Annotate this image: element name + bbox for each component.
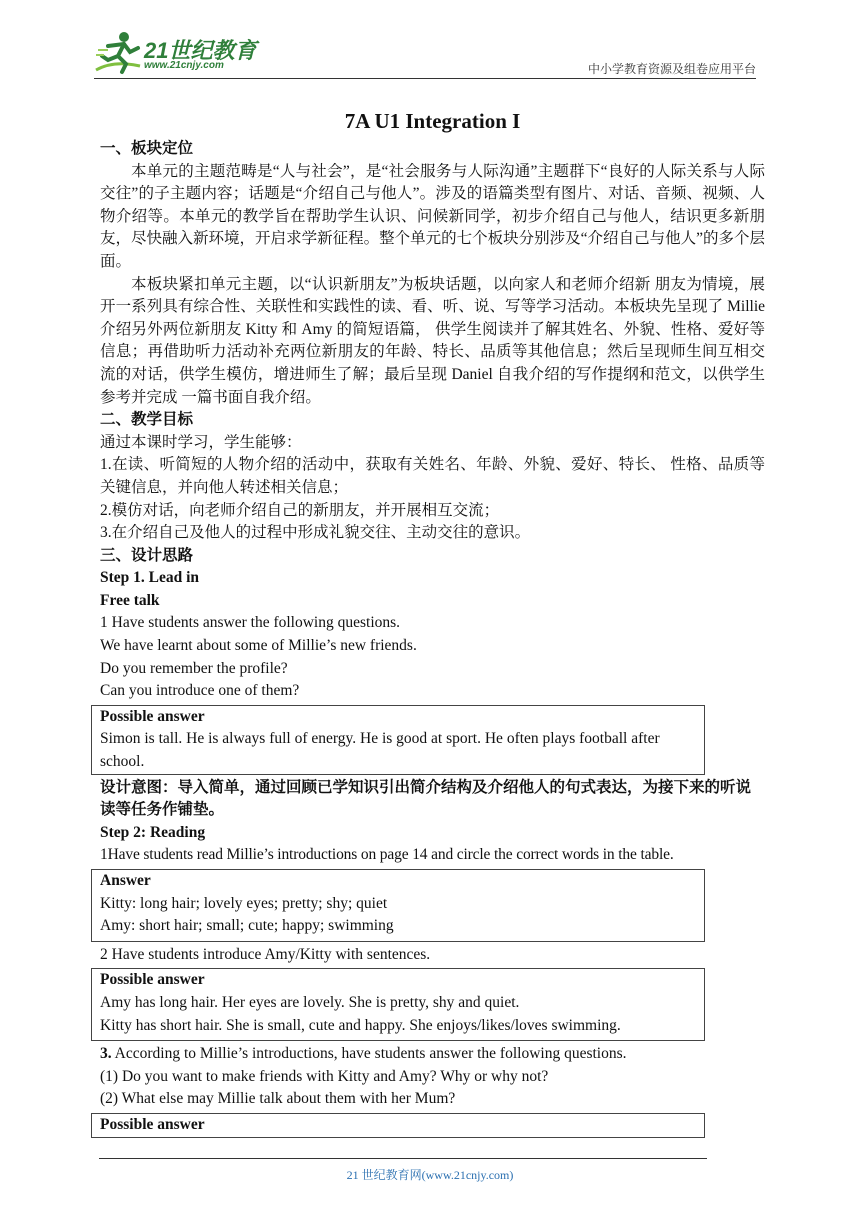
site-logo[interactable] — [94, 30, 264, 78]
goal-2: 2.模仿对话，向老师介绍自己的新朋友，并开展相互交流； — [100, 501, 500, 519]
step1-heading: Step 1. Lead in — [100, 569, 200, 587]
goal-3: 3.在介绍自己及他人的过程中形成礼貌交往、主动交往的意识。 — [100, 524, 531, 542]
header-divider — [94, 78, 756, 79]
box3-title: Possible answer — [100, 971, 205, 989]
step2-heading: Step 2: Reading — [100, 823, 206, 841]
box1-title: Possible answer — [100, 707, 205, 725]
question-3: Can you introduce one of them? — [100, 682, 300, 700]
task3-question-1: (1) Do you want to make friends with Kitty and Amy? Why or why not? — [100, 1067, 549, 1085]
box3-line2: Kitty has short hair. She is small, cute and happy. She enjoys/likes/loves swimming. — [100, 1016, 621, 1034]
header-platform-text: 中小学教育资源及组卷应用平台 — [587, 62, 756, 76]
section3-heading: 三、设计思路 — [100, 546, 194, 564]
possible-answer-box-1 — [91, 705, 705, 775]
reading-task-3 — [100, 1043, 765, 1066]
goal-1: 1.在读、听简短的人物介绍的活动中，获取有关姓名、年龄、外貌、爱好、特长、 性格、品质等关键信息，并向他人转述相关信息； — [100, 456, 765, 496]
footer-divider — [99, 1158, 707, 1159]
task3-number: 3. — [100, 1045, 112, 1063]
box2-title: Answer — [100, 872, 151, 889]
document-title: 7A U1 Integration I — [344, 109, 521, 133]
box2-line1: Kitty: long hair; lovely eyes; pretty; shy; quiet — [100, 894, 388, 912]
answer-box-2 — [91, 869, 705, 942]
question-2: Do you remember the profile? — [100, 659, 288, 677]
task3-question-2: (2) What else may Millie talk about them with her Mum? — [100, 1090, 456, 1108]
page-header — [94, 30, 756, 78]
reading-task-1: 1Have students read Millie’s introductions on page 14 and circle the correct words in the table. — [100, 846, 674, 864]
logo-brand-text: 21世纪教育 — [144, 38, 257, 63]
possible-answer-box-4 — [91, 1113, 705, 1138]
task3-text: According to Millie’s introductions, have students answer the following questions. — [111, 1045, 627, 1063]
reading-task-2: 2 Have students introduce Amy/Kitty with sentences. — [100, 945, 431, 963]
box3-line1: Amy has long hair. Her eyes are lovely. She is pretty, shy and quiet. — [100, 993, 520, 1011]
section2-heading: 二、教学目标 — [100, 411, 194, 429]
runner-logo-icon — [94, 30, 142, 76]
question-1: We have learnt about some of Millie’s new friends. — [100, 637, 417, 655]
section1-para1: 本单元的主题范畴是“人与社会”，是“社会服务与人际沟通”主题群下“良好的人际关系与人际交往”的子主题内容；话题是“介绍自己与他人”。涉及的语篇类型有图片、对话、音频、视频、人物介绍等。本单元的教学旨在帮助学生认识、问候新同学，初步介绍自己与他人，结识更多新朋友，尽快融入新环境，开启求学新征程。整个单元的七个板块分别涉及“介绍自己与他人”的多个层面。 — [100, 162, 765, 270]
logo-url-text: www.21cnjy.com — [144, 60, 224, 71]
question-intro: 1 Have students answer the following questions. — [100, 614, 401, 632]
section1-heading: 一、板块定位 — [100, 140, 194, 157]
section1-para2: 本板块紧扣单元主题，以“认识新朋友”为板块话题，以向家人和老师介绍新 朋友为情境，展开一系列具有综合性、关联性和实践性的读、看、听、说、写等学习活动。本板块先呈现了 Millie 介绍另外两位新朋友 Kitty 和 Amy 的简短语篇， 供学生阅读并了解其姓名、外貌、性格、爱好等信息；再借助听力活动补充两位新朋友的年龄、特长、品质等其他信息；然后呈现师生间互相交流的对话，供学生模仿，增进师生了解；最后呈现 Daniel 自我介绍的写作提纲和范文，以供学生参考并完成 一篇书面自我介绍。 — [100, 275, 765, 406]
box1-text: Simon is tall. He is always full of energy. He is good at sport. He often plays football after school. — [100, 730, 660, 771]
possible-answer-box-3 — [91, 968, 705, 1041]
document-body — [100, 106, 765, 1140]
design-intent: 设计意图：导入简单，通过回顾已学知识引出简介结构及介绍他人的句式表达，为接下来的听说读等任务作铺垫。 — [100, 778, 752, 819]
footer-link[interactable]: 21 世纪教育网(www.21cnjy.com) — [346, 1168, 514, 1182]
free-talk-heading: Free talk — [100, 591, 160, 609]
box4-title: Possible answer — [100, 1115, 205, 1133]
box2-line2: Amy: short hair; small; cute; happy; swimming — [100, 917, 394, 935]
section2-intro: 通过本课时学习，学生能够： — [100, 433, 302, 451]
